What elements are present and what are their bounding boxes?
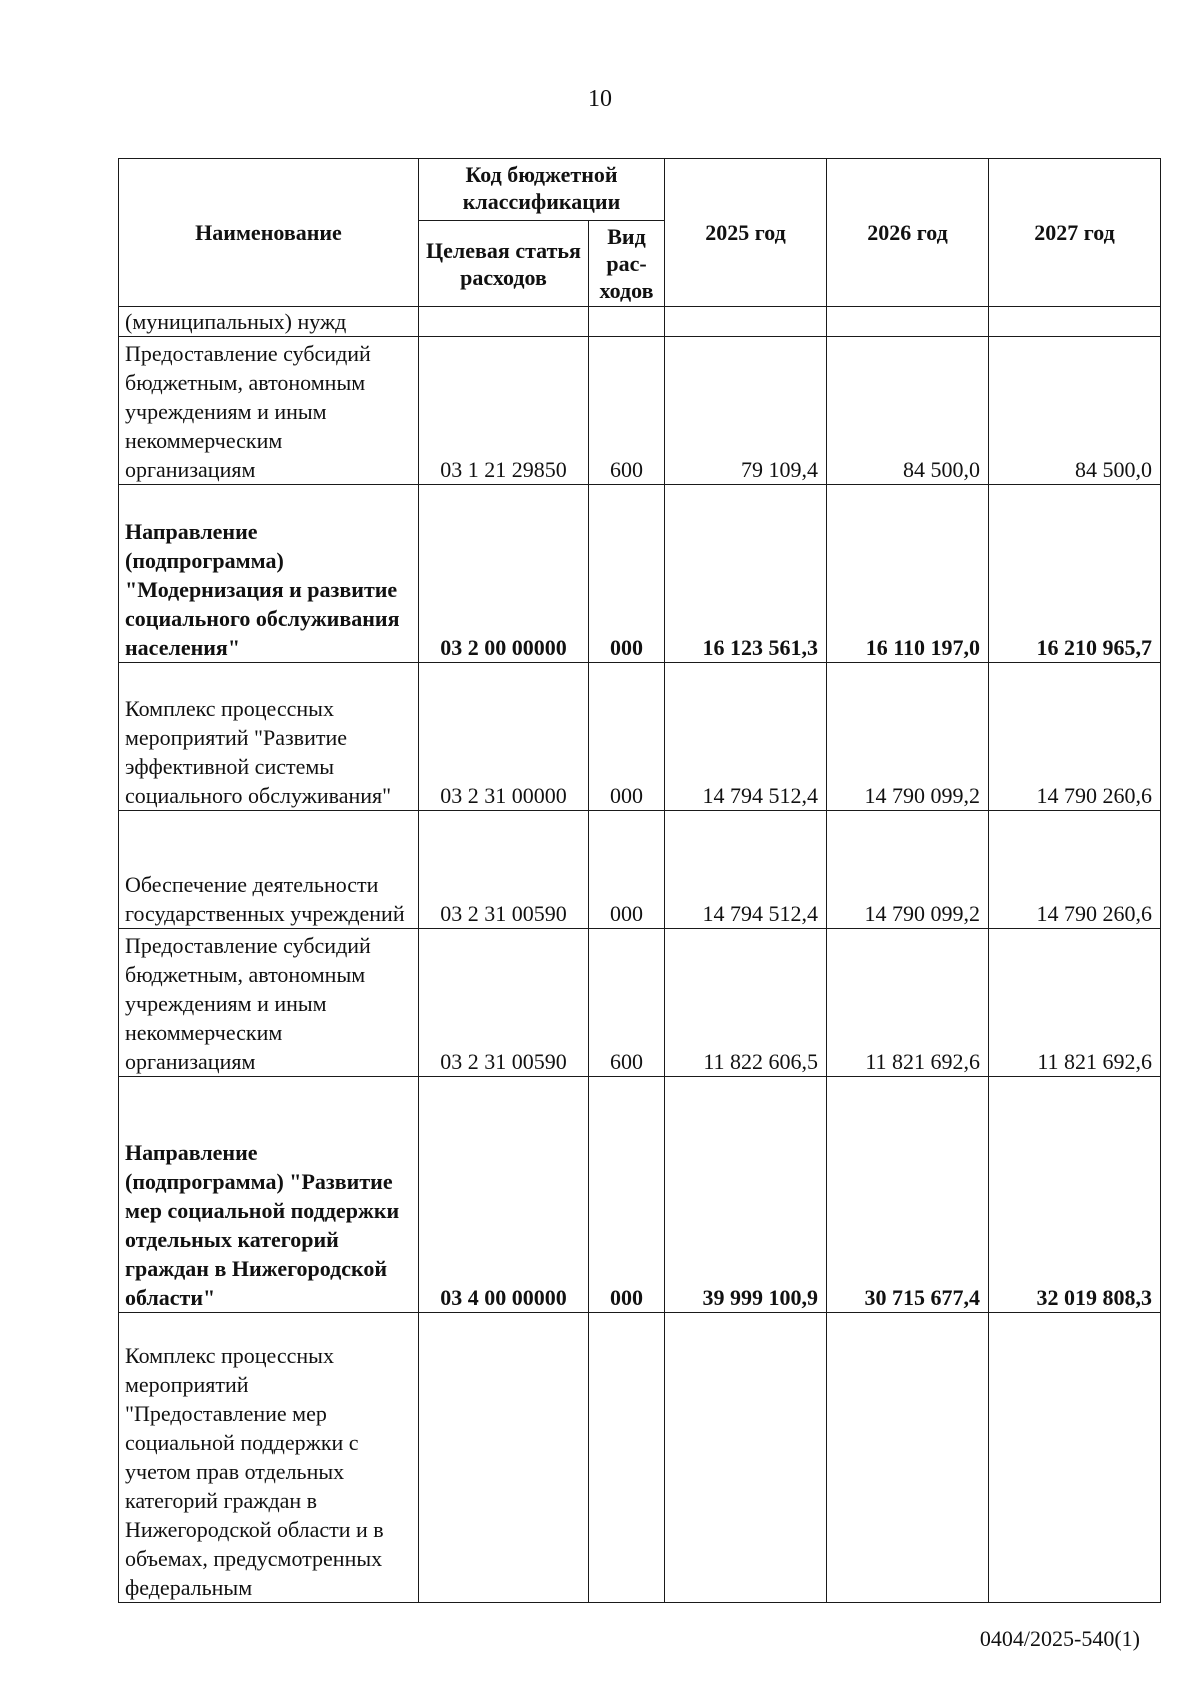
table-row xyxy=(119,1313,1161,1603)
row-name: Обеспечение деятельности государственных учреждений xyxy=(119,811,419,929)
table-row xyxy=(119,337,1161,485)
row-value-2026: 30 715 677,4 xyxy=(827,1077,989,1313)
row-expense-kind: 600 xyxy=(589,929,665,1077)
row-value-2026 xyxy=(827,1313,989,1603)
row-value-2027: 14 790 260,6 xyxy=(989,663,1161,811)
row-name: Предоставление субсидий бюджетным, автономным учреждениям и иным некоммерческим организациям xyxy=(119,929,419,1077)
row-value-2025: 39 999 100,9 xyxy=(665,1077,827,1313)
row-name: Направление (подпрограмма) "Развитие мер социальной поддержки отдельных категорий граждан в Нижегородской области" xyxy=(119,1077,419,1313)
row-value-2025 xyxy=(665,1313,827,1603)
row-target-code: 03 2 31 00590 xyxy=(419,929,589,1077)
row-target-code: 03 4 00 00000 xyxy=(419,1077,589,1313)
header-name: Наименование xyxy=(119,159,419,307)
row-name: Комплекс процессных мероприятий "Предоставление мер социальной поддержки с учетом прав отдельных категорий граждан в Нижегородской области и в объемах, предусмотренных федеральным xyxy=(119,1313,419,1603)
row-target-code: 03 2 31 00590 xyxy=(419,811,589,929)
row-value-2027 xyxy=(989,1313,1161,1603)
row-expense-kind: 000 xyxy=(589,663,665,811)
row-value-2027: 11 821 692,6 xyxy=(989,929,1161,1077)
document-id: 0404/2025-540(1) xyxy=(979,1626,1140,1651)
budget-table xyxy=(118,158,1161,1603)
row-value-2027: 16 210 965,7 xyxy=(989,485,1161,663)
table-header xyxy=(119,159,1161,307)
row-name: Направление (подпрограмма) "Модернизация и развитие социального обслуживания населения" xyxy=(119,485,419,663)
row-value-2026 xyxy=(827,307,989,337)
row-expense-kind: 000 xyxy=(589,485,665,663)
row-expense-kind: 000 xyxy=(589,811,665,929)
row-value-2025: 14 794 512,4 xyxy=(665,811,827,929)
row-value-2025: 11 822 606,5 xyxy=(665,929,827,1077)
row-value-2025 xyxy=(665,307,827,337)
row-target-code: 03 1 21 29850 xyxy=(419,337,589,485)
table-row-subprogram xyxy=(119,1077,1161,1313)
row-expense-kind: 600 xyxy=(589,337,665,485)
header-2026: 2026 год xyxy=(827,159,989,307)
header-2027: 2027 год xyxy=(989,159,1161,307)
table-row xyxy=(119,663,1161,811)
row-name: Предоставление субсидий бюджетным, автономным учреждениям и иным некоммерческим организациям xyxy=(119,337,419,485)
row-target-code: 03 2 00 00000 xyxy=(419,485,589,663)
row-expense-kind xyxy=(589,307,665,337)
row-target-code xyxy=(419,307,589,337)
row-expense-kind xyxy=(589,1313,665,1603)
row-value-2025: 16 123 561,3 xyxy=(665,485,827,663)
row-value-2025: 14 794 512,4 xyxy=(665,663,827,811)
table-row-subprogram xyxy=(119,485,1161,663)
row-value-2026: 14 790 099,2 xyxy=(827,811,989,929)
row-value-2025: 79 109,4 xyxy=(665,337,827,485)
header-target-article: Целевая статья расходов xyxy=(419,221,589,307)
row-value-2027: 14 790 260,6 xyxy=(989,811,1161,929)
row-target-code: 03 2 31 00000 xyxy=(419,663,589,811)
row-value-2026: 14 790 099,2 xyxy=(827,663,989,811)
header-code-group: Код бюджетной классификации xyxy=(419,159,665,221)
table-row xyxy=(119,929,1161,1077)
header-2025: 2025 год xyxy=(665,159,827,307)
row-target-code xyxy=(419,1313,589,1603)
table-row xyxy=(119,307,1161,337)
row-name: Комплекс процессных мероприятий "Развитие эффективной системы социального обслуживания" xyxy=(119,663,419,811)
table-row xyxy=(119,811,1161,929)
row-value-2027: 84 500,0 xyxy=(989,337,1161,485)
row-expense-kind: 000 xyxy=(589,1077,665,1313)
header-expense-kind: Вид рас-ходов xyxy=(589,221,665,307)
table-body xyxy=(119,307,1161,1603)
row-value-2026: 11 821 692,6 xyxy=(827,929,989,1077)
row-name: (муниципальных) нужд xyxy=(119,307,419,337)
row-value-2027: 32 019 808,3 xyxy=(989,1077,1161,1313)
row-value-2027 xyxy=(989,307,1161,337)
page-number: 10 xyxy=(588,86,612,112)
row-value-2026: 16 110 197,0 xyxy=(827,485,989,663)
row-value-2026: 84 500,0 xyxy=(827,337,989,485)
